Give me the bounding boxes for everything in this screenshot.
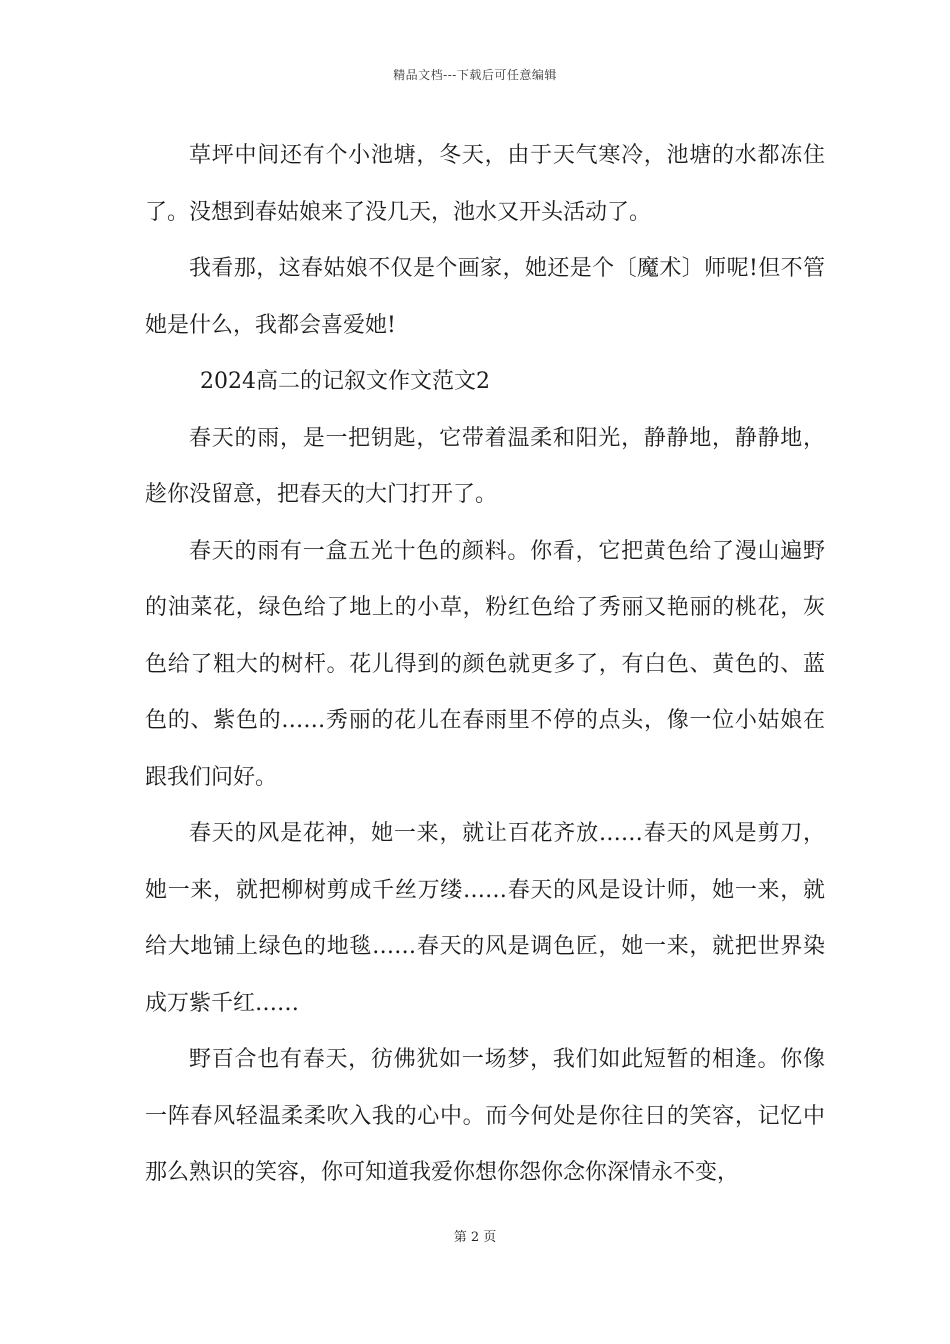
paragraph-spring-rain-key: 春天的雨，是一把钥匙，它带着温柔和阳光，静静地，静静地，趁你没留意，把春天的大门打开了。: [145, 425, 825, 507]
paragraph-magician: 我看那，这春姑娘不仅是个画家，她还是个〔魔术〕师呢!但不管她是什么，我都会喜爱她!: [145, 256, 825, 338]
paragraph-wild-lily: 野百合也有春天，彷佛犹如一场梦，我们如此短暂的相逢。你像一阵春风轻温柔柔吹入我的心中。而今何处是你往日的笑容，记忆中那么熟识的笑容，你可知道我爱你想你怨你念你深情永不变，: [145, 1047, 825, 1185]
paragraph-spring-wind: 春天的风是花神，她一来，就让百花齐放……春天的风是剪刀，她一来，就把柳树剪成千丝万缕……春天的风是设计师，她一来，就给大地铺上绿色的地毯……春天的风是调色匠，她一来，就把世界染成万紫千红……: [145, 821, 825, 1016]
page-header: 精品文档---下载后可任意编辑: [393, 68, 557, 82]
document-body: [145, 128, 825, 1202]
paragraph-spring-rain-colors: 春天的雨有一盒五光十色的颜料。你看，它把黄色给了漫山遍野的油菜花，绿色给了地上的小草，粉红色给了秀丽又艳丽的桃花，灰色给了粗大的树杆。花儿得到的颜色就更多了，有白色、黄色的、蓝色的、紫色的……秀丽的花儿在春雨里不停的点头，像一位小姑娘在跟我们问好。: [145, 538, 825, 790]
page-number: 第 2 页: [453, 1230, 497, 1245]
essay-title: 2024高二的记叙文作文范文2: [200, 369, 490, 394]
paragraph-pond: 草坪中间还有个小池塘，冬天，由于天气寒冷，池塘的水都冻住了。没想到春姑娘来了没几天，池水又开头活动了。: [145, 143, 825, 225]
